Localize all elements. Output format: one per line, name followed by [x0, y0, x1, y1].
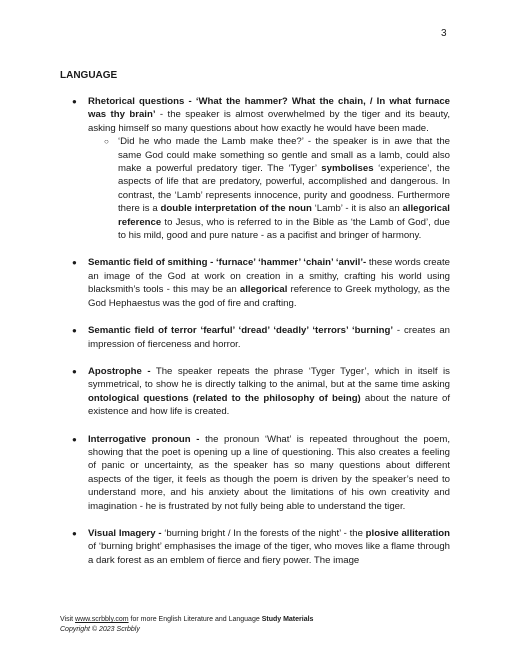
bullet-text: reference to Greek mythology, as the God Hephaestus was the god of fire and crafting.: [88, 284, 451, 309]
sub-bold: allegorical reference: [118, 203, 450, 228]
bullet-bold: ontological questions (related to the philosophy of being): [88, 392, 361, 404]
bullet-bold: allegorical: [239, 284, 288, 296]
bullet-semantic-field-terror: [70, 324, 450, 351]
sub-bold: double interpretation of the noun: [160, 203, 312, 215]
page-number: 3: [441, 28, 447, 39]
section-heading: LANGUAGE: [60, 70, 118, 81]
bullet-text: - creates an impression of fierceness and horror.: [88, 325, 450, 350]
sub-text: ‘experience’, the aspects of life that are predatory, powerful, accomplished and dangerous. In contrast, the ‘Lamb’ represents innocence, purity and goodness. Furthermore there is a: [118, 163, 450, 215]
sub-bullet-lamb: [88, 135, 450, 242]
bullet-bold: plosive alliteration: [365, 527, 450, 539]
footer-text: Visit: [60, 616, 76, 623]
sub-text: ‘Lamb’ - it is also an: [311, 203, 403, 215]
bullet-label: Semantic field of terror ‘fearful’ ‘dread’ ‘deadly’ ‘terrors’ ‘burning’: [88, 325, 394, 337]
bullet-rhetorical-questions: [70, 95, 450, 242]
language-content: [70, 95, 450, 581]
bullet-semantic-field-smithing: [70, 256, 450, 310]
bullet-interrogative-pronoun: [70, 433, 450, 513]
bullet-text: ‘burning bright / In the forests of the night’ - the: [161, 527, 366, 539]
bullet-text: these words create an image of the God at work on creation in a smithy, crafting his world using blacksmith’s tools - this may be an: [88, 257, 450, 296]
footer-bold: Study Materials: [261, 616, 314, 623]
sub-text: ‘Did he who made the Lamb make thee?’ - the speaker is in awe that the same God could make something so gentle and small as a lamb, could also make a powerful predatory tiger. The ‘Tyger’: [118, 136, 450, 175]
footer-link[interactable]: www.scrbbly.com: [75, 616, 129, 623]
sub-text: to Jesus, who is referred to in the Bible as ‘the Lamb of God’, due to his mild, good and pure nature - as a pacifist and bringer of harmony.: [118, 216, 450, 242]
bullet-text: - the speaker is almost overwhelmed by the tiger and its beauty, asking himself so many questions about how exactly he would have been made.: [88, 109, 450, 134]
bullet-label: Apostrophe -: [88, 365, 151, 377]
bullet-label: Semantic field of smithing - ‘furnace’ ‘hammer’ ‘chain’ ‘anvil’-: [88, 257, 367, 269]
bullet-label: Visual Imagery -: [88, 527, 162, 539]
bullet-text: The speaker repeats the phrase ‘Tyger Tyger’, which in itself is symmetrical, to show he is directly talking to the animal, but at the same time asking: [88, 365, 450, 391]
bullet-text: the pronoun ‘What’ is repeated throughout the poem, showing that the poet is opening up a line of questioning. This also creates a feeling of panic or uncertainty, as the speaker has so many questions about different aspects of the tiger, it feels as though the poem is driven by the speaker’s need to understand more, and his anxiety about the limitations of his own creativity and imagination - he is frustrated by not fully being able to understand the tiger.: [88, 433, 450, 512]
footer-line: [60, 615, 313, 625]
bullet-label: Rhetorical questions - ‘What the hammer? What the chain, / In what furnace was thy brain’: [88, 96, 450, 121]
bullet-text: of ‘burning bright’ emphasises the image of the tiger, who moves like a flame through a dark forest as an emblem of fierce and fiery power. The image: [88, 541, 450, 566]
footer: [60, 615, 313, 635]
sub-bold: symbolises: [321, 163, 374, 175]
bullet-apostrophe: [70, 365, 450, 419]
footer-text: for more English Literature and Language: [128, 616, 262, 623]
copyright: Copyright © 2023 Scrbbly: [60, 626, 140, 633]
bullet-visual-imagery: [70, 527, 450, 567]
bullet-label: Interrogative pronoun -: [88, 433, 200, 445]
bullet-text: about the nature of existence and how life is created.: [88, 392, 450, 418]
